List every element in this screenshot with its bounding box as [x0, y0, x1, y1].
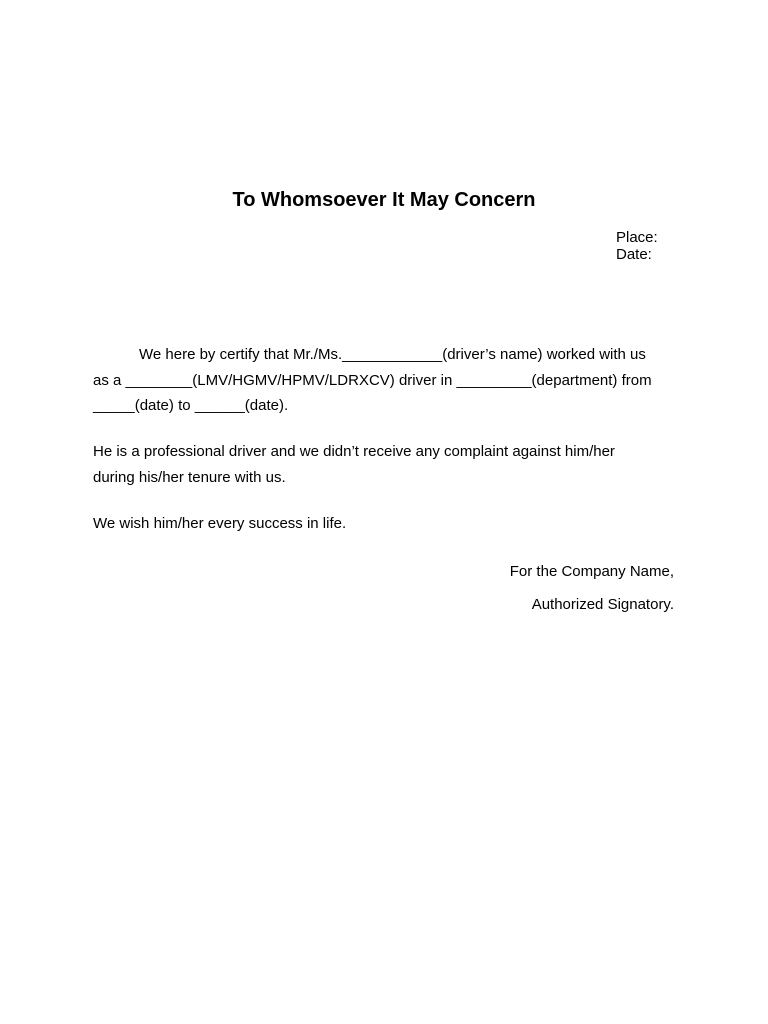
place-date-block [616, 229, 658, 263]
conduct-line-2: during his/her tenure with us. [93, 468, 286, 486]
signatory-line: Authorized Signatory. [531, 596, 674, 613]
date-label: Date: [616, 246, 652, 263]
certification-line-3: _____(date) to ______(date). [93, 397, 289, 414]
place-label: Place: [616, 229, 658, 246]
document-title: To Whomsoever It May Concern [232, 189, 536, 211]
certification-paragraph [93, 342, 679, 419]
certification-line-1-text: We here by certify that Mr./Ms.____________(driver’s name) worked with us [139, 346, 646, 363]
wishes-paragraph: We wish him/her every success in life. [93, 515, 347, 532]
closing-line: For the Company Name, [509, 563, 674, 580]
certification-line-2: as a ________(LMV/HGMV/HPMV/LDRXCV) driver in _________(department) from [93, 371, 652, 389]
conduct-paragraph [93, 439, 679, 490]
conduct-line-1: He is a professional driver and we didn’t receive any complaint against him/her [93, 443, 615, 460]
certification-line-1 [93, 342, 679, 368]
